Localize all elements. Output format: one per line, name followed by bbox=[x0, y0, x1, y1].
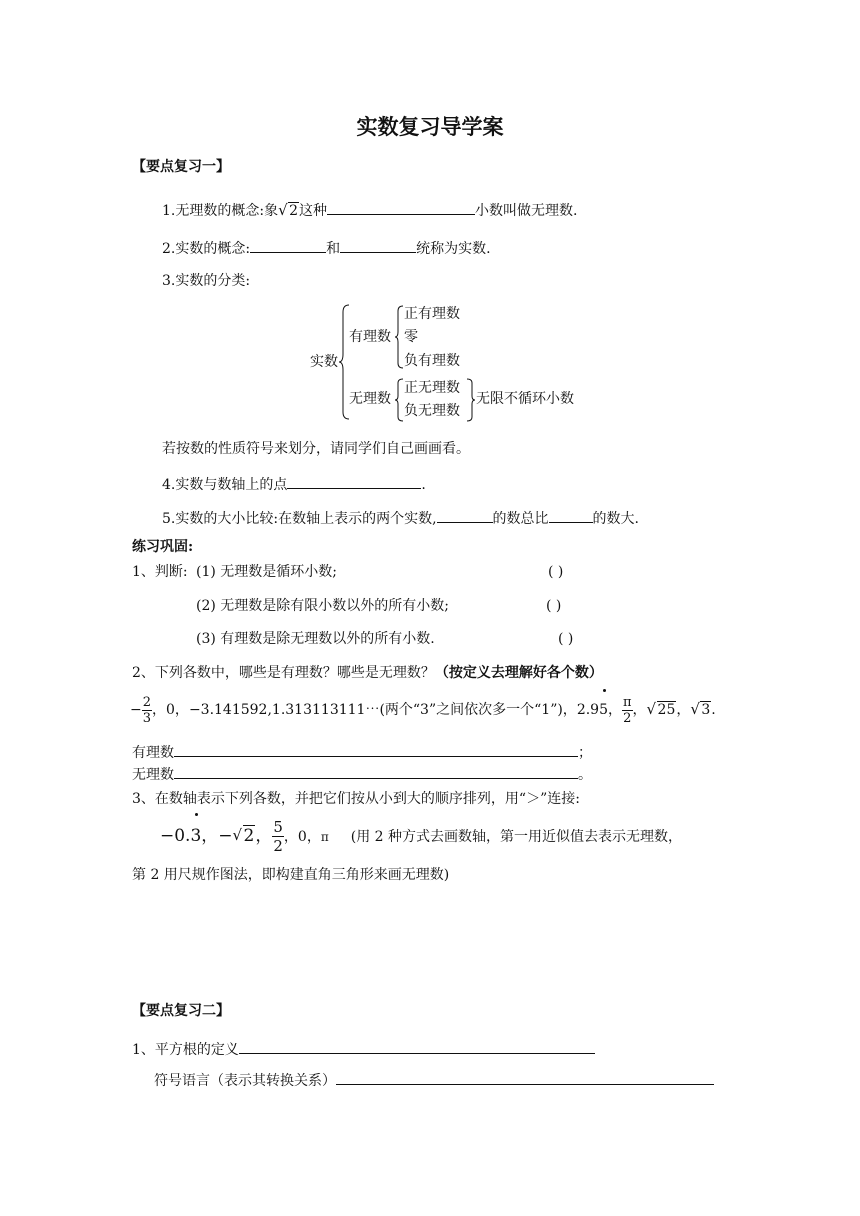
q2-sqrt-3: √ 3 bbox=[690, 700, 711, 718]
q2-fraction-pi-2: $\frac{\pi}{2}$ bbox=[623, 694, 632, 726]
q3-note-line1: (用 2 种方式去画数轴，第一用近似值去表示无理数， bbox=[350, 829, 683, 845]
practice-heading: 练习巩固: bbox=[132, 539, 194, 555]
item1-irrational-concept bbox=[162, 200, 577, 220]
q2-rational-blank[interactable] bbox=[174, 742, 578, 757]
q1-answer-2[interactable]: ( ) bbox=[546, 598, 562, 614]
item2-prefix: 2.实数的概念: bbox=[162, 241, 251, 257]
q3-pi: π bbox=[320, 830, 329, 844]
q2-irrational-blank[interactable] bbox=[174, 764, 578, 779]
q2-rational-answer: 有理数 ； bbox=[132, 742, 592, 762]
item2-and: 和 bbox=[326, 241, 341, 257]
q2-n3-repeat: 5 bbox=[599, 692, 608, 728]
item5-suffix: 的数大. bbox=[592, 511, 639, 527]
item5-blank-2[interactable] bbox=[549, 508, 593, 523]
item5-comparison bbox=[162, 508, 639, 528]
s2-item2 bbox=[154, 1070, 714, 1090]
item1-blank[interactable] bbox=[327, 200, 475, 215]
q1-item-3: (3) 有理数是除无理数以外的所有小数. bbox=[196, 631, 435, 647]
q3-sqrt-2: √ 2 bbox=[232, 826, 255, 846]
brace-irrational-right bbox=[466, 378, 476, 422]
q2-rational-label: 有理数 bbox=[132, 745, 174, 761]
item1-prefix: 1.无理数的概念:象 bbox=[162, 203, 279, 219]
class-zero: 零 bbox=[404, 329, 418, 345]
s2-item2-blank[interactable] bbox=[336, 1070, 714, 1085]
q2-n3: 2.9 bbox=[576, 702, 600, 718]
q1-answer-3[interactable]: ( ) bbox=[558, 631, 574, 647]
q3-prompt: 3、在数轴表示下列各数，并把它们按从小到大的顺序排列，用“＞”连接: bbox=[132, 791, 580, 807]
item1-middle: 这种 bbox=[299, 203, 327, 219]
class-rational: 有理数 bbox=[349, 329, 391, 345]
q2-prompt: 2、下列各数中，哪些是有理数？哪些是无理数？ bbox=[132, 665, 435, 681]
q2-n2: ,1.313113111⋯(两个“3”之间依次多一个“1”)， bbox=[267, 702, 577, 718]
class-positive-rational: 正有理数 bbox=[404, 306, 460, 322]
q3-number-list: −0.3，− √ 2， $\frac{5}{2}$ ，0，π (用 2 种方式去画数轴，第一用近似值去表示无理数， bbox=[160, 818, 683, 855]
q2-number-list: − $\frac{2}{3}$ ，0，−3.141592,1.313113111⋯(两个“3”之间依次多一个“1”)，2.95， $\frac{\pi}{2}$ ， √ 25， √ 3. bbox=[130, 692, 716, 728]
q3-n1-repeat: 3 bbox=[190, 816, 201, 856]
item1-suffix: 小数叫做无理数. bbox=[475, 203, 578, 219]
q3-n1: −0. bbox=[160, 826, 191, 846]
classification-note: 若按数的性质符号来划分，请同学们自己画画看。 bbox=[162, 441, 470, 457]
item2-blank-2[interactable] bbox=[340, 238, 416, 253]
class-real: 实数 bbox=[310, 354, 338, 370]
s2-item1 bbox=[132, 1039, 595, 1059]
item4-suffix: . bbox=[421, 477, 426, 493]
brace-rational bbox=[394, 305, 404, 369]
q2-irrational-answer: 无理数 。 bbox=[132, 764, 592, 784]
s2-item1-label: 1、平方根的定义 bbox=[132, 1042, 239, 1058]
item2-suffix: 统称为实数. bbox=[416, 241, 491, 257]
class-irrational: 无理数 bbox=[349, 391, 391, 407]
class-positive-irrational: 正无理数 bbox=[404, 380, 460, 396]
q1-answer-1[interactable]: ( ) bbox=[548, 564, 564, 580]
class-negative-rational: 负有理数 bbox=[404, 353, 460, 369]
s2-item2-label: 符号语言（表示其转换关系） bbox=[154, 1073, 336, 1089]
q1-item-2: (2) 无理数是除有限小数以外的所有小数; bbox=[196, 598, 449, 614]
q1-prefix: 1、判断: bbox=[132, 564, 188, 580]
q2-fraction-2-3: $\frac{2}{3}$ bbox=[142, 694, 152, 726]
section1-heading: 【要点复习一】 bbox=[132, 159, 230, 175]
q2-irrational-label: 无理数 bbox=[132, 767, 174, 783]
item2-blank-1[interactable] bbox=[250, 238, 326, 253]
q3-fraction-5-2: $\frac{5}{2}$ bbox=[273, 818, 283, 855]
item5-prefix: 5.实数的大小比较:在数轴上表示的两个实数, bbox=[162, 511, 437, 527]
page-title: 实数复习导学案 bbox=[356, 114, 504, 139]
q2-prompt-line bbox=[132, 664, 603, 682]
item4-prefix: 4.实数与数轴上的点 bbox=[162, 477, 288, 493]
brace-irrational-left bbox=[394, 378, 404, 422]
q1-item-1: (1) 无理数是循环小数; bbox=[196, 564, 337, 580]
q3-note-line2: 第 2 用尺规作图法，即构建直角三角形来画无理数) bbox=[132, 867, 450, 883]
item4-blank[interactable] bbox=[287, 474, 421, 489]
item5-middle: 的数总比 bbox=[492, 511, 549, 527]
item2-real-concept bbox=[162, 238, 491, 258]
item3-classification-label: 3.实数的分类: bbox=[162, 273, 251, 289]
class-irrational-note: 无限不循环小数 bbox=[476, 391, 574, 407]
q2-hint: （按定义去理解好各个数） bbox=[434, 665, 603, 681]
class-negative-irrational: 负无理数 bbox=[404, 403, 460, 419]
sqrt-2-symbol: √ 2 bbox=[278, 201, 298, 219]
q2-n1: −3.141592 bbox=[188, 702, 268, 718]
s2-item1-blank[interactable] bbox=[239, 1039, 595, 1054]
item4-number-line bbox=[162, 474, 426, 494]
item5-blank-1[interactable] bbox=[437, 508, 493, 523]
q2-minus: − bbox=[130, 702, 142, 718]
q2-sqrt-25: √ 25 bbox=[646, 700, 676, 718]
section2-heading: 【要点复习二】 bbox=[132, 1003, 230, 1019]
